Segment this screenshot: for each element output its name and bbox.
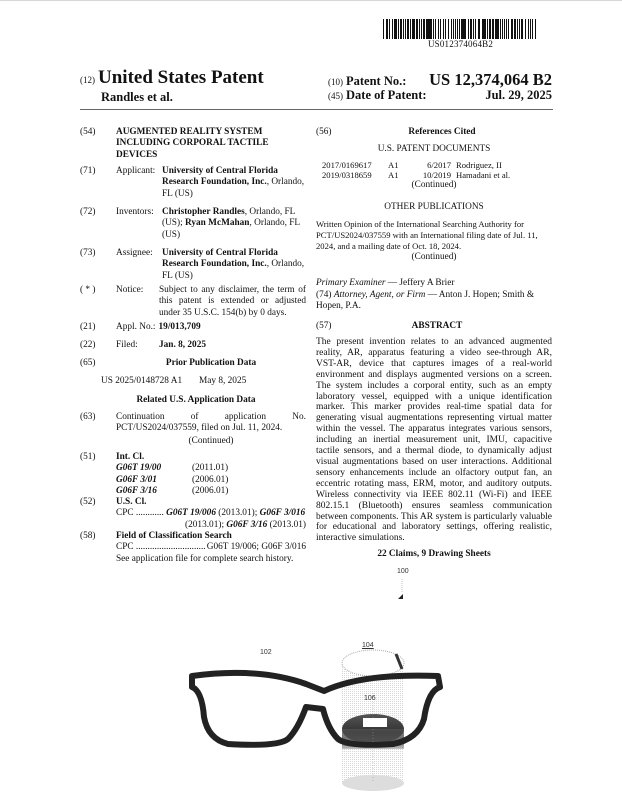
classification-version: (2013.01); <box>185 519 227 530</box>
reference-number: 2017/0169617 <box>322 160 372 170</box>
entry-code: (63) <box>80 412 96 422</box>
patent-date-label: Date of Patent: <box>346 88 427 102</box>
section-subheading: U.S. PATENT DOCUMENTS <box>377 144 491 154</box>
section-heading: U.S. Cl. <box>116 497 147 507</box>
ref-label-104: 104 <box>362 642 374 649</box>
reference-number: 2019/0318659 <box>322 170 372 180</box>
title-line: DEVICES <box>116 149 158 160</box>
reference-name: Hamadani et al. <box>456 170 511 180</box>
classification-row <box>116 475 228 486</box>
section-heading: Prior Publication Data <box>165 358 257 368</box>
classification-code: G06T 19/00 <box>116 463 162 474</box>
entry-code: (54) <box>80 127 96 137</box>
kind-code: (12) <box>80 75 95 85</box>
notice-text: Subject to any disclaimer, the term of this patent is extended or adjusted under 35 U.S.C. 154(b) by 0 days. <box>159 285 306 318</box>
reference-date: 10/2019 <box>422 170 451 180</box>
application-number: 19/013,709 <box>158 322 201 332</box>
inventor-location: (US) <box>162 229 181 240</box>
reference-kind: A1 <box>388 160 399 170</box>
us-cl-entry <box>80 497 306 531</box>
attorney-name: — Anton J. Hopen; Smith & Hopen, P.A. <box>316 290 535 312</box>
continuation-text: application <box>224 412 267 422</box>
patent-number-code: (10) <box>328 77 343 87</box>
abstract-heading-row <box>316 321 552 332</box>
assignee-entry <box>80 248 306 282</box>
invention-title <box>80 127 269 161</box>
entry-code: (73) <box>80 248 96 258</box>
section-subheading: OTHER PUBLICATIONS <box>384 202 484 212</box>
section-heading: Field of Classification Search <box>116 531 232 541</box>
applicant-location: FL (US) <box>162 188 193 199</box>
entry-code: (56) <box>316 127 332 137</box>
glasses-vessel-drawing <box>188 629 478 799</box>
classification-code: G06T 19/006 <box>166 508 216 519</box>
continuation-text: of <box>190 412 199 422</box>
reference-row <box>322 160 510 170</box>
application-number-entry <box>80 322 201 333</box>
filed-date: Jan. 8, 2025 <box>159 340 207 350</box>
continued-link: (Continued) <box>411 252 457 262</box>
classification-code: G06F 3/16 <box>116 485 157 496</box>
title-line: INCLUDING CORPORAL TACTILE <box>116 138 269 149</box>
continued-link: (Continued) <box>411 180 457 190</box>
attorney-label: Attorney, Agent, or Firm <box>333 290 426 300</box>
claims-summary: 22 Claims, 9 Drawing Sheets <box>377 549 491 559</box>
entry-code: (74) <box>316 290 334 300</box>
field-search-entry <box>80 531 306 565</box>
section-heading: Related U.S. Application Data <box>136 395 256 405</box>
ref-label-106: 106 <box>364 695 376 702</box>
entry-code: (51) <box>80 452 96 462</box>
attorney-entry <box>316 290 552 313</box>
authors: Randles et al. <box>101 90 173 104</box>
reference-name: Rodriguez, II <box>456 160 502 170</box>
inventor-location: , Orlando, FL <box>249 218 301 229</box>
continuation-text: No. <box>292 412 306 422</box>
classification-version: (2011.01) <box>192 463 229 474</box>
cpc-label: CPC .............................. <box>116 542 206 553</box>
references-list <box>322 160 510 180</box>
examiner-name: — Jeffery A Brier <box>385 278 455 288</box>
inventor-name: Christopher Randles <box>162 207 245 217</box>
classification-version: (2006.01) <box>192 474 229 485</box>
classification-version: (2013.01) <box>267 519 306 530</box>
entry-code: (22) <box>80 340 96 350</box>
assignee-location: , Orlando, <box>266 259 305 270</box>
cpc-label: CPC ............ <box>116 508 164 519</box>
patent-date: Jul. 29, 2025 <box>485 88 552 102</box>
entry-label: Applicant: <box>116 166 156 176</box>
reference-date: 6/2017 <box>427 160 451 170</box>
classification-code: G06F 3/016 <box>259 508 306 519</box>
entry-label: Filed: <box>116 340 138 350</box>
notice-entry <box>80 285 306 319</box>
barcode-number: US012374064B2 <box>427 39 494 49</box>
patent-number: US 12,374,064 B2 <box>429 70 552 89</box>
assignee-location: FL (US) <box>162 270 193 281</box>
applicant-name: University of Central Florida <box>162 166 278 176</box>
entry-code: (52) <box>80 497 96 507</box>
assignee-name: University of Central Florida <box>162 248 278 258</box>
entry-code: (65) <box>80 358 96 368</box>
filed-entry <box>80 340 206 351</box>
applicant-location: , Orlando, <box>266 177 305 188</box>
inventor-name: Ryan McMahan <box>184 218 250 229</box>
reference-kind: A1 <box>388 170 399 180</box>
prior-publication-entry <box>80 358 306 369</box>
entry-code: (21) <box>80 322 96 332</box>
cpc-value: G06T 19/006; G06F 3/016 <box>206 542 306 553</box>
applicant-name: Research Foundation, Inc. <box>162 177 267 188</box>
classification-code: G06F 3/01 <box>116 474 157 485</box>
continuation-text: Continuation <box>116 412 165 422</box>
continuation-text: PCT/US2024/037559, filed on Jul. 11, 2024. <box>116 423 283 434</box>
patent-date-code: (45) <box>328 91 343 101</box>
publication-date: May 8, 2025 <box>199 376 247 386</box>
inventor-location: (US); <box>162 218 185 229</box>
section-heading: ABSTRACT <box>411 321 463 331</box>
reference-row <box>322 170 510 180</box>
inventors-entry <box>80 207 306 241</box>
entry-code: ( * ) <box>80 285 96 295</box>
inventor-location: , Orlando, FL <box>244 207 296 217</box>
references-heading-row <box>316 127 552 138</box>
pointer-arrow-icon <box>396 577 408 603</box>
classification-row <box>116 486 228 497</box>
search-history-note: See application file for complete search history. <box>116 553 294 564</box>
entry-code: (57) <box>316 321 332 331</box>
continued-link: (Continued) <box>188 435 234 446</box>
int-cl-entry <box>80 452 228 497</box>
entry-code: (72) <box>80 207 96 217</box>
ref-label-100: 100 <box>397 568 409 575</box>
continuation-entry <box>80 412 306 447</box>
entry-code: (58) <box>80 531 96 541</box>
classification-row <box>116 463 228 474</box>
entry-code: (71) <box>80 166 96 176</box>
entry-label: Inventors: <box>116 207 154 217</box>
examiner-label: Primary Examiner <box>316 278 386 288</box>
applicant-entry <box>80 166 306 200</box>
abstract-text: The present invention relates to an advanced augmented reality, AR, apparatus featuring a video see-through AR, VST-AR, device that captures images of a real-world environment and displays augmented versions on a screen. The system includes a corporal entity, such as an empty laboratory vessel, equipped with a unique identification marker. This marker provides real-time spatial data for generating visual augmentations representing virtual matter within the vessel. The apparatus integrates various sensors, including an inertial measurement unit, IMU, capacitive tactile sensors, and a thermal diode, to dynamically adjust visual augmentations based on user interactions. Additional sensory enhancements include an olfactory output fan, an eccentric rotating mass, ERM, motor, and auditory outputs. Wireless connectivity via IEEE 802.11 (Wi-Fi) and IEEE 802.15.1 (Bluetooth) ensures seamless communication between components. This AR system is particularly valuable for educational and laboratory settings, offering realistic, interactive simulations. <box>316 337 552 544</box>
ref-label-102: 102 <box>260 649 272 656</box>
publication-number: US 2025/0148728 A1 <box>101 376 183 386</box>
classification-version: (2013.01); <box>215 508 260 519</box>
classification-version: (2006.01) <box>192 485 229 496</box>
patent-number-label: Patent No.: <box>346 74 407 88</box>
section-heading: Int. Cl. <box>116 452 145 462</box>
entry-label: Assignee: <box>116 248 153 258</box>
title-line: AUGMENTED REALITY SYSTEM <box>116 127 263 137</box>
section-heading: References Cited <box>408 127 476 137</box>
prior-publication-row <box>101 376 246 387</box>
other-publications-text: Written Opinion of the International Searching Authority for PCT/US2024/037559 with an International filing date of Jul. 11, 2024, and a mailing date of Oct. 18, 2024. <box>316 219 538 251</box>
patent-title-heading: United States Patent <box>98 67 264 88</box>
assignee-name: Research Foundation, Inc. <box>162 259 267 270</box>
classification-code: G06F 3/16 <box>226 519 268 530</box>
entry-label: Notice: <box>116 285 144 295</box>
entry-label: Appl. No.: <box>116 322 156 332</box>
